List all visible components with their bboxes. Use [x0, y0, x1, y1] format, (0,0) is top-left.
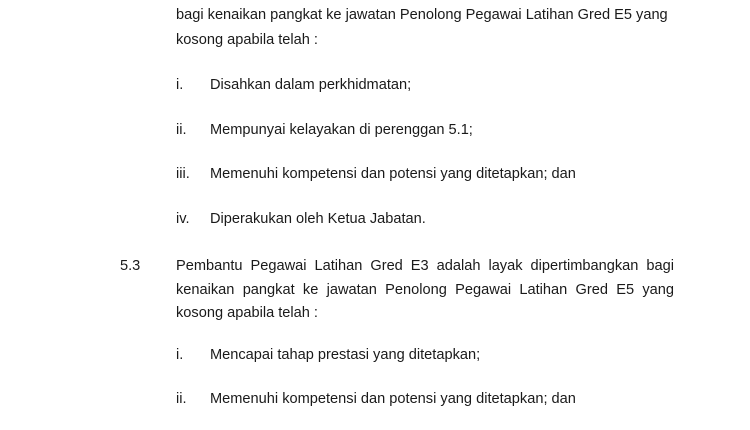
list-numeral: iii. [176, 166, 190, 182]
paragraph-line: bagi kenaikan pangkat ke jawatan Penolong Pegawai Latihan Gred E5 yang [176, 7, 668, 23]
paragraph-line: kosong apabila telah : [176, 305, 318, 321]
list-numeral: iv. [176, 211, 190, 227]
list-numeral: ii. [176, 391, 187, 407]
list-item-text: Memenuhi kompetensi dan potensi yang ditetapkan; dan [210, 166, 576, 182]
paragraph-line: kenaikan pangkat ke jawatan Penolong Pegawai Latihan Gred E5 yang [176, 282, 674, 298]
list-item-text: Memenuhi kompetensi dan potensi yang ditetapkan; dan [210, 391, 576, 407]
list-item-text: Diperakukan oleh Ketua Jabatan. [210, 211, 426, 227]
list-numeral: i. [176, 347, 184, 363]
list-item-text: Mempunyai kelayakan di perenggan 5.1; [210, 122, 473, 138]
section-number: 5.3 [120, 258, 141, 274]
paragraph-line: Pembantu Pegawai Latihan Gred E3 adalah layak dipertimbangkan bagi [176, 258, 674, 274]
list-numeral: i. [176, 77, 184, 93]
paragraph-line: kosong apabila telah : [176, 32, 318, 48]
list-item-text: Disahkan dalam perkhidmatan; [210, 77, 412, 93]
list-item-text: Mencapai tahap prestasi yang ditetapkan; [210, 347, 481, 363]
list-numeral: ii. [176, 122, 187, 138]
